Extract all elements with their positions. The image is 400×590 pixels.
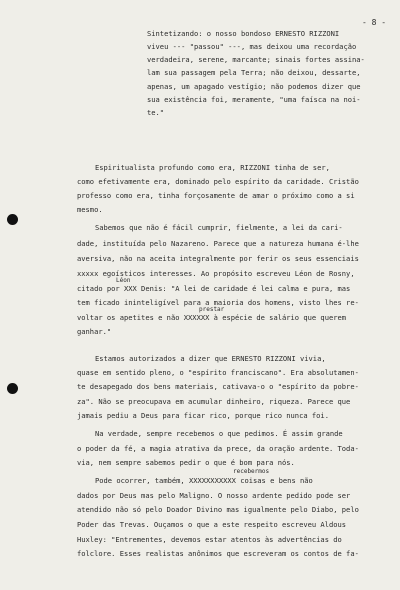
paragraph-line: Espiritualista profundo como era, RIZZONI tinha de ser, bbox=[95, 163, 330, 172]
handwritten-correction: prestar bbox=[199, 306, 225, 313]
intro-line: Sintetizando: o nosso bondoso ERNESTO RIZZONI bbox=[147, 29, 340, 38]
page-number: - 8 - bbox=[362, 18, 387, 27]
paragraph-line: folclore. Esses realistas anônimos que escreveram os contos de fa- bbox=[77, 549, 359, 558]
intro-line: lam sua passagem pela Terra; não deixou, dessarte, bbox=[147, 68, 361, 77]
paragraph-line: Pode ocorrer, também, XXXXXXXXXXX coisas e bens não bbox=[95, 476, 313, 485]
paragraph-line: Estamos autorizados a dizer que ERNESTO RIZZONI vivia, bbox=[95, 354, 326, 363]
paragraph-line: Sabemos que não é fácil cumprir, fielmente, a lei da cari- bbox=[95, 223, 343, 232]
paragraph-line: professo como era, tinha forçosamente de amar o próximo como a si bbox=[77, 191, 355, 200]
paragraph-line: Poder das Trevas. Ouçamos o que a este respeito escreveu Aldous bbox=[77, 520, 347, 529]
intro-line: verdadeira, serene, marcante; sinais fortes assina- bbox=[147, 55, 365, 64]
paragraph-line: xxxxx egoísticos interesses. Ao propósito escreveu Léon de Rosny, bbox=[77, 269, 355, 278]
paragraph-line: dados por Deus mas pelo Maligno. O nosso ardente pedido pode ser bbox=[77, 491, 351, 500]
punch-hole bbox=[7, 383, 18, 394]
paragraph-line: dade, instituída pelo Nazareno. Parece que a natureza humana é-lhe bbox=[77, 239, 359, 248]
intro-line: sua existência foi, meramente, "uma faísca na noi- bbox=[147, 95, 361, 104]
paragraph-line: atendido não só pelo Doador Divino mas igualmente pelo Diabo, pelo bbox=[77, 505, 359, 514]
paragraph-line: Huxley: "Entrementes, devemos estar atentos às advertências do bbox=[77, 535, 342, 544]
paragraph-line: aversiva, não na aceita integralmente por ferir os seus essenciais bbox=[77, 254, 359, 263]
paragraph-line: via, nem sempre sabemos pedir o que é bom para nós. bbox=[77, 458, 295, 467]
paragraph-line: como efetivamente era, dominado pelo espírito da caridade. Cristão bbox=[77, 177, 359, 186]
paragraph-line: citado por XXX Denis: "A lei de caridade é lei calma e pura, mas bbox=[77, 284, 351, 293]
paragraph-line: za". Não se preocupava em acumular dinheiro, riqueza. Parece que bbox=[77, 397, 351, 406]
handwritten-correction: recebermos bbox=[233, 468, 270, 475]
paragraph-line: mesmo. bbox=[77, 205, 103, 214]
punch-hole bbox=[7, 214, 18, 225]
handwritten-correction: Léon bbox=[116, 277, 131, 284]
intro-line: viveu --- "passou" ---, mas deixou uma recordação bbox=[147, 42, 357, 51]
paragraph-line: Na verdade, sempre recebemos o que pedimos. É assim grande bbox=[95, 429, 343, 438]
paragraph-line: te desapegado dos bens materiais, cativava-o o "espírito da pobre- bbox=[77, 382, 359, 391]
paragraph-line: jamais pediu a Deus para ficar rico, porque rico nunca foi. bbox=[77, 411, 329, 420]
intro-line: te." bbox=[147, 108, 165, 117]
paragraph-line: voltar os apetites e não XXXXXX à espécie de salário que querem bbox=[77, 313, 347, 322]
intro-line: apenas, um apagado vestígio; não podemos dizer que bbox=[147, 82, 361, 91]
paragraph-line: ganhar." bbox=[77, 327, 112, 336]
paragraph-line: quase em sentido pleno, o "espírito franciscano". Era absolutamen- bbox=[77, 368, 359, 377]
paragraph-line: tem ficado ininteligível para a maioria dos homens, visto lhes re- bbox=[77, 298, 359, 307]
paragraph-line: o poder da fé, a magia atrativa da prece, da oração ardente. Toda- bbox=[77, 444, 359, 453]
